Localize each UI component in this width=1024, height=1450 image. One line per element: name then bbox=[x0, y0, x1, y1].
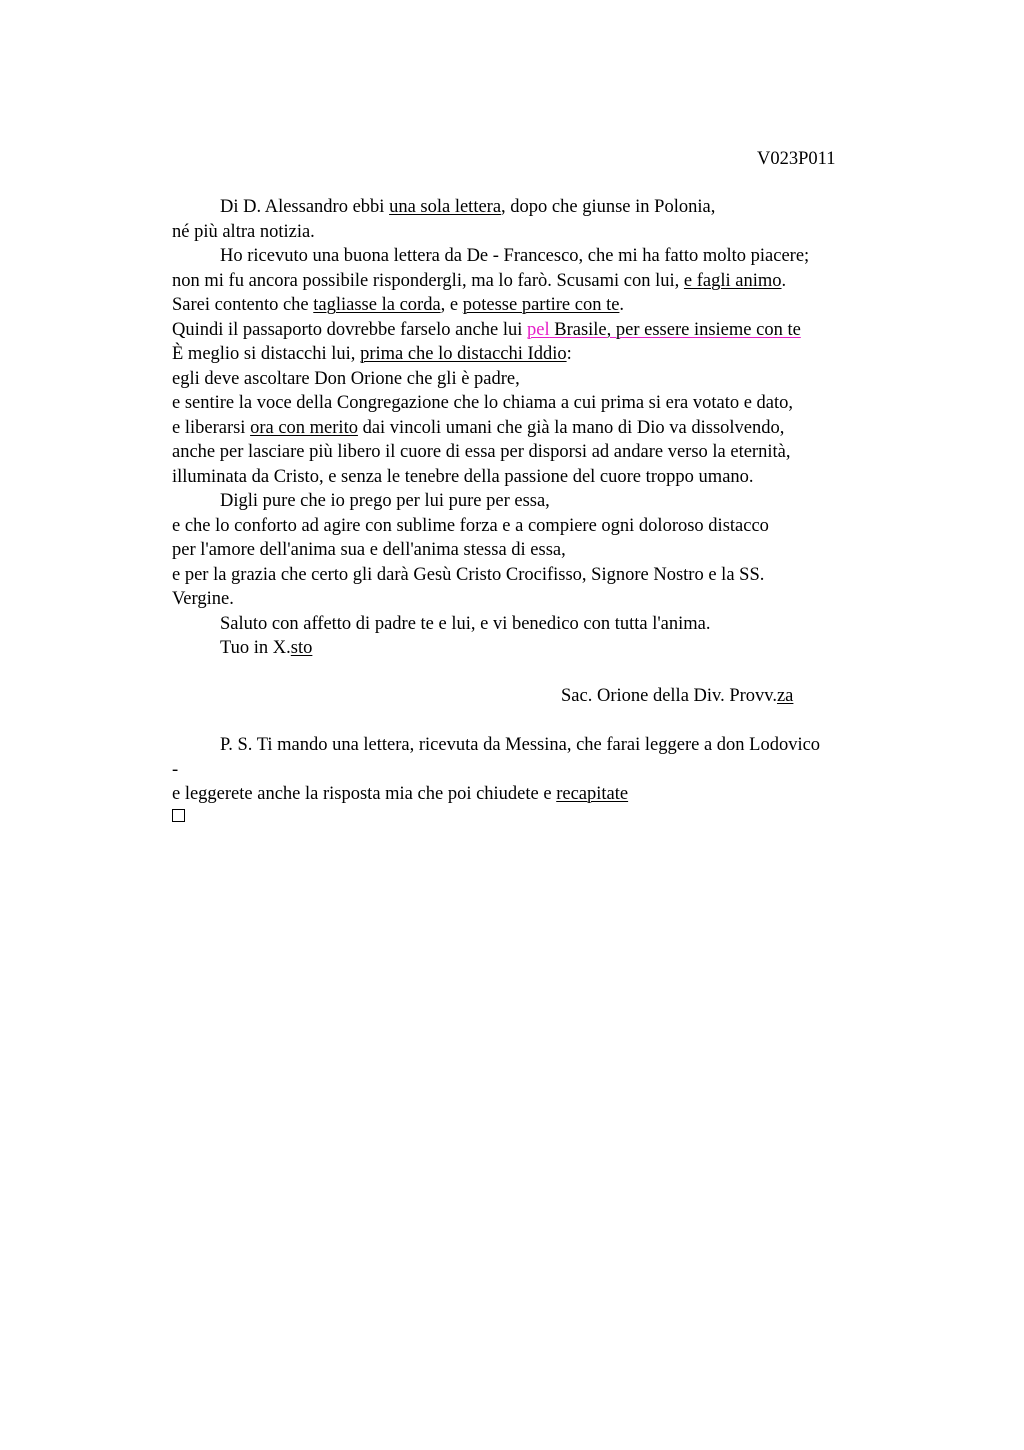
text-line bbox=[172, 782, 932, 807]
text-line: egli deve ascoltare Don Orione che gli è padre, bbox=[172, 368, 520, 389]
text-line: Digli pure che io prego per lui pure per essa, bbox=[220, 491, 550, 511]
signature-text: Sac. Orione della Div. Provv. bbox=[561, 686, 777, 706]
text-run: dai vincoli umani che già la mano di Dio va dissolvendo, bbox=[357, 417, 785, 438]
text-run: : bbox=[566, 344, 572, 364]
text-run: È meglio si distacchi lui, bbox=[172, 344, 361, 364]
text-run: e liberarsi bbox=[172, 417, 251, 438]
document-id: V023P011 bbox=[757, 149, 836, 169]
text-line bbox=[172, 318, 932, 343]
text-line bbox=[172, 342, 932, 367]
text-run: , dopo che giunse in Polonia, bbox=[501, 197, 716, 217]
underlined-text: Brasile, per essere insieme con te bbox=[549, 319, 801, 340]
underlined-text: recapitate bbox=[556, 784, 629, 804]
letter-body bbox=[172, 195, 932, 661]
underlined-text: potesse partire con te bbox=[462, 295, 620, 315]
text-line bbox=[172, 416, 932, 441]
text-run: Sarei contento che bbox=[172, 295, 314, 315]
text-line: e che lo conforto ad agire con sublime forza e a compiere ogni doloroso distacco bbox=[172, 515, 769, 536]
text-run: Tuo in X. bbox=[220, 638, 291, 658]
text-line bbox=[172, 269, 932, 294]
underlined-text: ora con merito bbox=[250, 417, 358, 438]
closing-line bbox=[172, 636, 932, 661]
postscript bbox=[172, 733, 932, 807]
underlined-text: prima che lo distacchi Iddio bbox=[360, 344, 567, 364]
text-run: Di D. Alessandro ebbi bbox=[220, 197, 390, 217]
text-line: per l'amore dell'anima sua e dell'anima stessa di essa, bbox=[172, 540, 566, 560]
text-line: Ho ricevuto una buona lettera da De - Francesco, che mi ha fatto molto piacere; bbox=[220, 246, 810, 266]
underlined-text: una sola lettera bbox=[389, 197, 502, 217]
empty-box-icon bbox=[172, 809, 185, 822]
text-line: P. S. Ti mando una lettera, ricevuta da Messina, che farai leggere a don Lodovico bbox=[220, 735, 821, 755]
text-line: - bbox=[172, 759, 179, 780]
underlined-text: tagliasse la corda bbox=[313, 295, 441, 315]
text-run: . bbox=[781, 270, 787, 291]
text-line: illuminata da Cristo, e senza le tenebre della passione del cuore troppo umano. bbox=[172, 466, 754, 487]
highlighted-text: pel bbox=[527, 319, 550, 340]
underlined-text: e fagli animo bbox=[683, 270, 782, 291]
text-run: , e bbox=[440, 295, 463, 315]
text-line: Saluto con affetto di padre te e lui, e vi benedico con tutta l'anima. bbox=[220, 613, 711, 634]
underlined-text: za bbox=[776, 686, 794, 706]
text-line: né più altra notizia. bbox=[172, 221, 315, 242]
text-line: anche per lasciare più libero il cuore di essa per disporsi ad andare verso la eternità, bbox=[172, 442, 791, 462]
text-run: e leggerete anche la risposta mia che poi chiudete e bbox=[172, 784, 557, 804]
signature bbox=[561, 684, 793, 708]
text-run: . bbox=[619, 295, 625, 315]
text-run: non mi fu ancora possibile rispondergli, ma lo farò. Scusami con lui, bbox=[172, 270, 684, 291]
text-run: Quindi il passaporto dovrebbe farselo anche lui bbox=[172, 319, 527, 340]
underlined-text: sto bbox=[290, 638, 313, 658]
text-line: Vergine. bbox=[172, 589, 234, 609]
text-line: e sentire la voce della Congregazione che lo chiama a cui prima si era votato e dato, bbox=[172, 393, 794, 413]
text-line bbox=[172, 293, 932, 318]
text-line: e per la grazia che certo gli darà Gesù Cristo Crocifisso, Signore Nostro e la SS. bbox=[172, 564, 765, 585]
text-line bbox=[172, 195, 932, 220]
